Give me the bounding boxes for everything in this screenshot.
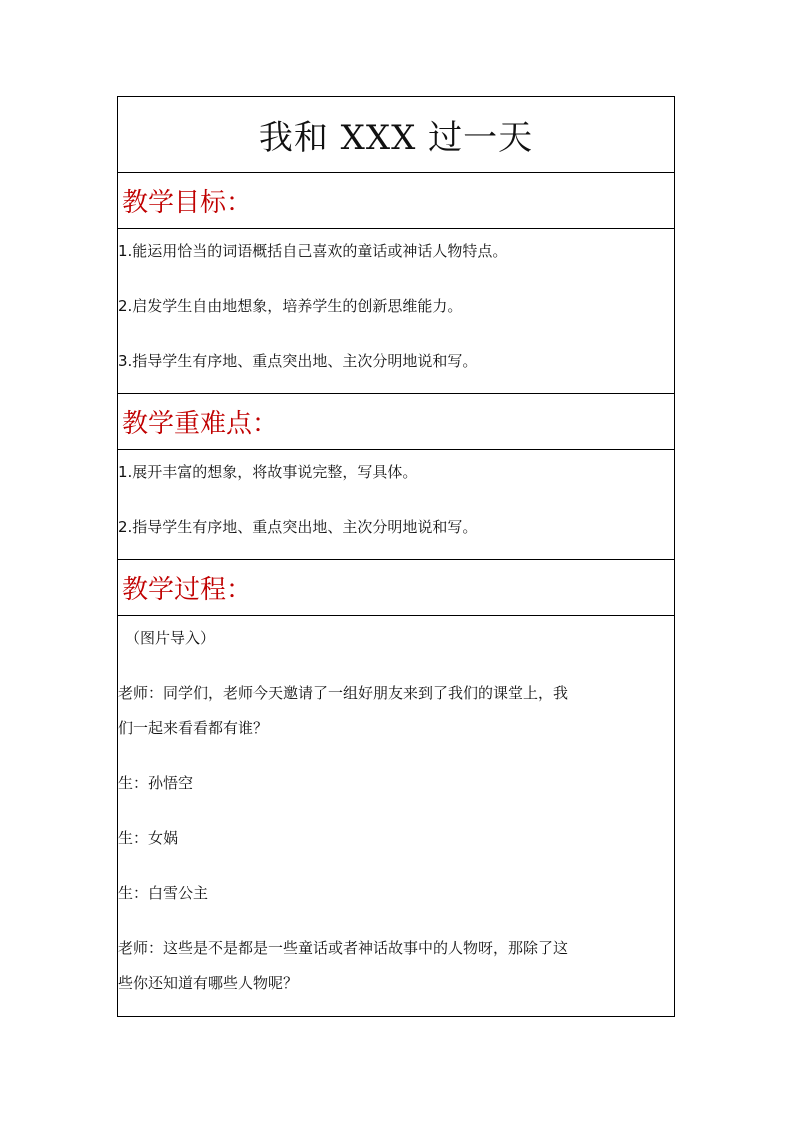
title-row: [118, 97, 674, 173]
process-heading-row: [118, 560, 674, 616]
goals-content: [118, 229, 674, 394]
key-points-content: [118, 450, 674, 560]
document-title: 我和 XXX 过一天: [258, 118, 534, 158]
goals-heading-row: [118, 173, 674, 229]
process-line: 生：孙悟空: [118, 774, 194, 792]
key-point-item: 1.展开丰富的想象，将故事说完整，写具体。: [118, 463, 418, 481]
lesson-plan-table: [117, 96, 675, 1017]
goals-heading: 教学目标：: [122, 188, 253, 218]
goal-item: 3.指导学生有序地、重点突出地、主次分明地说和写。: [118, 352, 478, 370]
key-point-item: 2.指导学生有序地、重点突出地、主次分明地说和写。: [118, 518, 478, 536]
goal-item: 1.能运用恰当的词语概括自己喜欢的童话或神话人物特点。: [118, 242, 508, 260]
process-line: 生：女娲: [118, 829, 179, 847]
goal-item: 2.启发学生自由地想象，培养学生的创新思维能力。: [118, 297, 463, 315]
process-line: 老师：这些是不是都是一些童话或者神话故事中的人物呀，那除了这: [118, 939, 569, 957]
process-line: （图片导入）: [125, 629, 216, 647]
process-line: 生：白雪公主: [118, 884, 209, 902]
key-points-heading: 教学重难点：: [122, 409, 279, 439]
key-points-heading-row: [118, 394, 674, 450]
process-line: 们一起来看看都有谁？: [118, 719, 269, 737]
process-content: [118, 616, 674, 1016]
process-line: 些你还知道有哪些人物呢？: [118, 974, 299, 992]
process-heading: 教学过程：: [122, 575, 253, 605]
process-line: 老师：同学们，老师今天邀请了一组好朋友来到了我们的课堂上，我: [118, 684, 569, 702]
